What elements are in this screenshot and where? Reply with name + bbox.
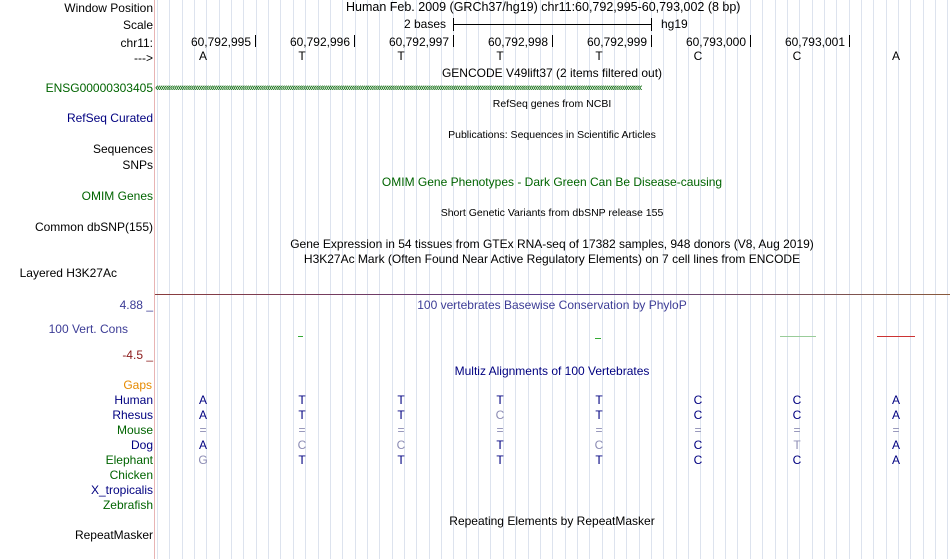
species-label[interactable]: Human xyxy=(114,393,153,407)
species-label[interactable]: Dog xyxy=(130,438,153,452)
alignment-base: C xyxy=(693,393,703,407)
alignment-base: C xyxy=(792,408,802,422)
alignment-base: T xyxy=(298,408,306,422)
window-position-value[interactable]: Human Feb. 2009 (GRCh37/hg19) chr11:60,792,995-60,793,002 (8 bp) xyxy=(346,0,741,14)
track-image[interactable] xyxy=(155,0,950,559)
alignment-base: T xyxy=(595,393,603,407)
scale-label: Scale xyxy=(122,18,153,32)
alignment-base: C xyxy=(594,438,604,452)
phylop-mark xyxy=(877,336,915,337)
scale-text: 2 bases xyxy=(404,17,447,31)
coordinate-label: 60,793,001 xyxy=(784,35,845,49)
alignment-base: T xyxy=(298,393,306,407)
phylop-max-label: 4.88 _ xyxy=(119,298,153,312)
coordinate-label: 60,793,000 xyxy=(685,35,746,49)
phylop-label[interactable]: 100 Vert. Cons xyxy=(48,322,128,336)
coordinate-tick xyxy=(255,35,256,47)
alignment-base: A xyxy=(198,393,208,407)
repeatmasker-label[interactable]: RepeatMasker xyxy=(74,528,153,542)
alignment-base: A xyxy=(198,438,208,452)
phylop-mark xyxy=(595,338,601,339)
coordinate-label: 60,792,998 xyxy=(487,35,548,49)
coordinate-tick xyxy=(453,35,454,47)
phylop-mark xyxy=(298,336,303,337)
alignment-base: = xyxy=(892,423,900,437)
alignment-base: A xyxy=(891,438,901,452)
phylop-min-label: -4.5 _ xyxy=(122,348,153,362)
species-label[interactable]: Zebrafish xyxy=(102,498,153,512)
alignment-base: T xyxy=(595,453,603,467)
gaps-label[interactable]: Gaps xyxy=(123,378,152,392)
gtex-title[interactable]: Gene Expression in 54 tissues from GTEx RNA-seq of 17382 samples, 948 donors (V8, Aug 2019) xyxy=(290,237,814,251)
h3k27ac-title[interactable]: H3K27Ac Mark (Often Found Near Active Regulatory Elements) on 7 cell lines from ENCODE xyxy=(303,252,801,266)
strand-label: ---> xyxy=(134,51,153,65)
reference-base: C xyxy=(693,49,703,63)
alignment-base: C xyxy=(495,408,505,422)
coordinate-tick xyxy=(354,35,355,47)
refseq-label[interactable]: RefSeq Curated xyxy=(66,111,153,125)
species-label[interactable]: Chicken xyxy=(109,468,153,482)
reference-base: T xyxy=(397,49,405,63)
alignment-base: C xyxy=(297,438,307,452)
chrom-label: chr11: xyxy=(120,36,153,50)
reference-base: T xyxy=(595,49,603,63)
alignment-base: C xyxy=(792,393,802,407)
scale-assembly: hg19 xyxy=(661,17,688,31)
alignment-base: C xyxy=(693,408,703,422)
alignment-base: T xyxy=(397,453,405,467)
alignment-base: = xyxy=(793,423,801,437)
omim-title[interactable]: OMIM Gene Phenotypes - Dark Green Can Be Disease-causing xyxy=(381,175,723,189)
reference-base: C xyxy=(792,49,802,63)
alignment-base: C xyxy=(396,438,406,452)
reference-base: T xyxy=(298,49,306,63)
alignment-base: T xyxy=(793,438,801,452)
alignment-base: A xyxy=(891,408,901,422)
phylop-mark xyxy=(780,336,816,337)
alignment-base: T xyxy=(496,453,504,467)
coordinate-label: 60,792,995 xyxy=(190,35,251,49)
repeatmasker-title[interactable]: Repeating Elements by RepeatMasker xyxy=(449,514,655,528)
gencode-gene-line[interactable]: ‹‹‹‹‹‹‹‹‹‹‹‹‹‹‹‹‹‹‹‹‹‹‹‹‹‹‹‹‹‹‹‹‹‹‹‹‹‹‹‹‹‹‹‹‹‹‹‹‹‹‹‹‹‹‹‹‹‹‹‹‹‹‹‹‹‹‹‹‹‹‹‹‹‹‹‹‹‹‹‹‹‹‹‹‹‹‹‹‹‹‹‹‹‹‹‹‹‹‹‹‹‹‹‹‹‹‹‹‹‹‹‹‹‹‹‹‹‹‹‹‹‹‹‹‹‹‹‹‹‹‹‹‹‹‹‹‹‹‹‹‹‹‹‹‹‹‹‹‹‹‹‹‹‹‹‹‹‹‹‹‹‹‹‹‹‹‹‹‹‹‹‹‹‹‹‹‹‹‹‹‹‹‹‹‹‹‹‹‹‹‹‹‹‹‹‹‹‹‹‹‹‹‹‹‹‹‹‹‹‹‹‹‹‹‹‹‹‹‹‹‹‹‹‹‹‹‹‹‹‹ xyxy=(155,82,642,94)
multiz-title[interactable]: Multiz Alignments of 100 Vertebrates xyxy=(454,364,650,378)
alignment-base: G xyxy=(198,453,208,467)
alignment-base: T xyxy=(496,438,504,452)
snps-label[interactable]: SNPs xyxy=(122,158,153,172)
species-label[interactable]: Mouse xyxy=(116,423,153,437)
alignment-base: = xyxy=(199,423,207,437)
dbsnp-label[interactable]: Common dbSNP(155) xyxy=(34,220,153,234)
alignment-base: C xyxy=(792,453,802,467)
coordinate-tick xyxy=(651,35,652,47)
species-label[interactable]: Elephant xyxy=(105,453,153,467)
alignment-base: C xyxy=(693,438,703,452)
phylop-title[interactable]: 100 vertebrates Basewise Conservation by PhyloP xyxy=(417,298,687,312)
alignment-base: T xyxy=(298,453,306,467)
alignment-base: T xyxy=(397,393,405,407)
species-label[interactable]: X_tropicalis xyxy=(90,483,153,497)
dbsnp-title[interactable]: Short Genetic Variants from dbSNP release 155 xyxy=(440,207,664,219)
coordinate-label: 60,792,999 xyxy=(586,35,647,49)
coordinate-tick xyxy=(849,35,850,47)
coordinate-tick xyxy=(552,35,553,47)
scale-bar-left-tick xyxy=(453,18,454,31)
alignment-base: = xyxy=(496,423,504,437)
gencode-title[interactable]: GENCODE V49lift37 (2 items filtered out) xyxy=(441,66,663,80)
alignment-base: = xyxy=(694,423,702,437)
species-label[interactable]: Rhesus xyxy=(112,408,153,422)
coordinate-tick xyxy=(750,35,751,47)
alignment-base: T xyxy=(496,393,504,407)
alignment-base: = xyxy=(595,423,603,437)
alignment-base: T xyxy=(397,408,405,422)
coordinate-label: 60,792,997 xyxy=(388,35,449,49)
h3k27ac-signal-line xyxy=(155,294,950,295)
reference-base: T xyxy=(496,49,504,63)
reference-base: A xyxy=(891,49,901,63)
alignment-base: A xyxy=(891,453,901,467)
scale-bar xyxy=(453,24,651,25)
alignment-base: T xyxy=(595,408,603,422)
gencode-gene-label[interactable]: ENSG00000303405 xyxy=(45,81,153,95)
alignment-base: A xyxy=(891,393,901,407)
alignment-base: A xyxy=(198,408,208,422)
alignment-base: C xyxy=(693,453,703,467)
alignment-base: = xyxy=(298,423,306,437)
publications-title[interactable]: Publications: Sequences in Scientific Articles xyxy=(448,129,656,141)
coordinate-label: 60,792,996 xyxy=(289,35,350,49)
reference-base: A xyxy=(198,49,208,63)
scale-bar-right-tick xyxy=(651,18,652,31)
sequences-label[interactable]: Sequences xyxy=(92,142,153,156)
window-position-label: Window Position xyxy=(64,1,153,15)
omim-label[interactable]: OMIM Genes xyxy=(81,189,153,203)
h3k27ac-label[interactable]: Layered H3K27Ac xyxy=(19,266,117,280)
alignment-base: = xyxy=(397,423,405,437)
refseq-title[interactable]: RefSeq genes from NCBI xyxy=(492,98,612,110)
